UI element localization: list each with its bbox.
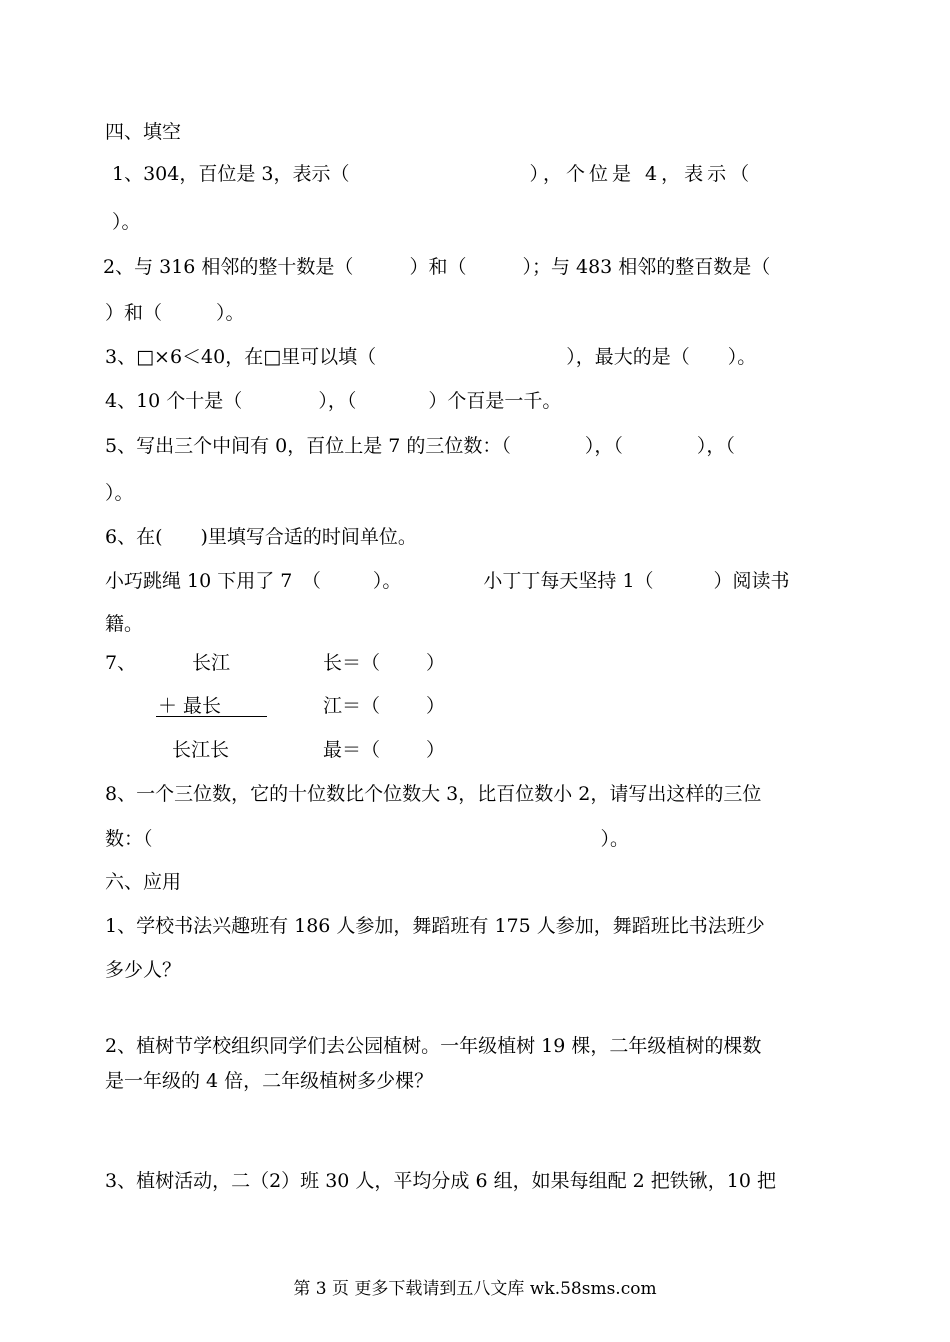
page-footer: 第 3 页 更多下载请到五八文库 wk.58sms.com	[293, 1279, 657, 1299]
question-5-wrap: ）。	[105, 482, 134, 504]
q5-part-c: ），（	[696, 435, 735, 457]
question-5	[105, 434, 847, 458]
q1-part-a: 1、304，百位是 3，表示（	[112, 163, 350, 185]
question-2-wrap	[105, 301, 847, 325]
question-8-wrap	[105, 827, 847, 851]
q7-eq-1-close: ）	[426, 652, 446, 674]
q3-part-b: ），最大的是（	[566, 346, 690, 368]
question-6-title: 6、在( )里填写合适的时间单位。	[105, 526, 417, 548]
q7-sum-line	[156, 716, 267, 717]
q6-right-a: 小丁丁每天坚持 1（	[483, 570, 654, 592]
q7-eq-2-close: ）	[426, 695, 446, 717]
question-4	[105, 389, 847, 413]
q7-eq-1	[323, 651, 445, 675]
q2-part-c: ）；与 483 相邻的整百数是（	[522, 256, 771, 278]
q4-part-c: ）个百是一千。	[428, 390, 562, 412]
section-title-fill-blank: 四、填空	[105, 121, 182, 143]
q2-part-b: ）和（	[409, 256, 467, 278]
problem-2-line-1: 2、植树节学校组织同学们去公园植树。一年级植树 19 棵，二年级植树的棵数	[105, 1035, 762, 1057]
question-3	[105, 345, 847, 369]
q1-part-b: ），个位是 4，表示（	[529, 163, 754, 185]
question-8: 8、一个三位数，它的十位数比个位数大 3，比百位数小 2，请写出这样的三位	[105, 783, 762, 805]
problem-1-line-2: 多少人？	[105, 959, 182, 981]
q2-part-d: ）和（	[105, 302, 163, 324]
q7-addend-1: 长江	[192, 652, 231, 674]
question-1	[112, 162, 847, 186]
q7-addend-2: ＋ 最长	[158, 695, 222, 717]
q3-part-c: ）。	[727, 346, 757, 368]
q7-eq-2-label: 江＝（	[323, 695, 381, 717]
q7-sum: 长江长	[172, 739, 230, 761]
q8-part-c: ）。	[600, 828, 630, 850]
q7-eq-3-label: 最＝（	[323, 739, 381, 761]
q2-part-a: 2、与 316 相邻的整十数是（	[103, 256, 354, 278]
q7-eq-1-label: 长＝（	[323, 652, 381, 674]
q7-eq-3	[323, 738, 445, 762]
q7-eq-2	[323, 694, 445, 718]
question-2	[103, 255, 845, 279]
q8-part-b: 数：（	[105, 828, 153, 850]
section-title-application: 六、应用	[105, 871, 182, 893]
q7-eq-3-close: ）	[426, 739, 446, 761]
problem-2-line-2: 是一年级的 4 倍，二年级植树多少棵？	[105, 1070, 434, 1092]
question-6-line	[105, 569, 847, 593]
q3-part-a: 3、□×6＜40，在□里可以填（	[105, 346, 377, 368]
q6-left-b: ）。	[372, 570, 402, 592]
q2-part-e: ）。	[216, 302, 245, 324]
question-1-wrap: ）。	[112, 211, 141, 233]
question-7-number: 7、	[105, 652, 137, 674]
q4-part-a: 4、10 个十是（	[105, 390, 243, 412]
q6-left-a: 小巧跳绳 10 下用了 7 （	[105, 570, 321, 592]
problem-3-line-1: 3、植树活动，二（2）班 30 人，平均分成 6 组，如果每组配 2 把铁锹，10 把	[105, 1170, 776, 1192]
q5-part-b: ），（	[584, 435, 623, 457]
q4-part-b: ），（	[318, 390, 357, 412]
question-6-wrap: 籍。	[105, 613, 144, 635]
q6-right-b: ）阅读书	[713, 570, 790, 592]
q5-part-a: 5、写出三个中间有 0，百位上是 7 的三位数：（	[105, 435, 511, 457]
problem-1-line-1: 1、学校书法兴趣班有 186 人参加，舞蹈班有 175 人参加，舞蹈班比书法班少	[105, 915, 765, 937]
